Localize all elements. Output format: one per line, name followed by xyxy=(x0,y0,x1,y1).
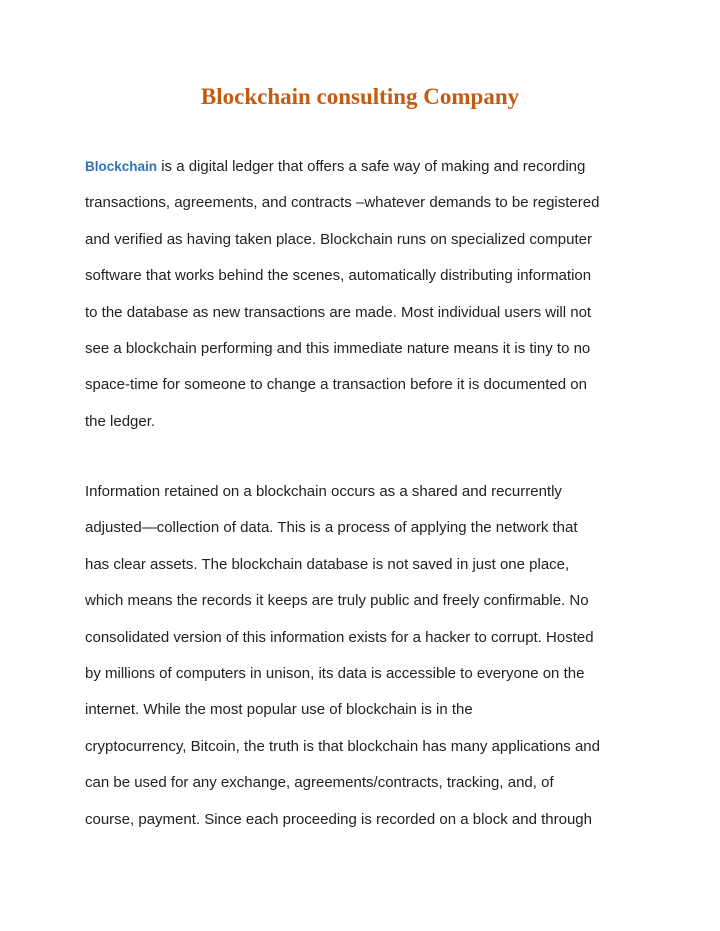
paragraph-1 xyxy=(85,149,645,440)
paragraph-line: software that works behind the scenes, automatically distributing information xyxy=(85,267,592,285)
paragraph-line: internet. While the most popular use of blockchain is in the xyxy=(85,701,473,719)
paragraph-line: and verified as having taken place. Blockchain runs on specialized computer xyxy=(85,230,592,248)
blockchain-link[interactable]: Blockchain xyxy=(85,159,158,174)
paragraph-2 xyxy=(85,474,645,838)
paragraph-line: space-time for someone to change a transaction before it is documented on xyxy=(85,376,587,394)
paragraph-line: course, payment. Since each proceeding is recorded on a block and through xyxy=(85,810,592,828)
page-title: Blockchain consulting Company xyxy=(200,84,520,109)
paragraph-line: has clear assets. The blockchain database is not saved in just one place, xyxy=(85,555,570,573)
paragraph-line: to the database as new transactions are made. Most individual users will not xyxy=(85,303,592,321)
paragraph-line xyxy=(85,149,645,185)
paragraph-line: can be used for any exchange, agreements/contracts, tracking, and, of xyxy=(85,774,554,792)
paragraph-line: cryptocurrency, Bitcoin, the truth is that blockchain has many applications and xyxy=(85,737,600,755)
paragraph-line: the ledger. xyxy=(85,412,156,430)
paragraph-line: which means the records it keeps are truly public and freely confirmable. No xyxy=(85,592,589,610)
paragraph-line: Information retained on a blockchain occurs as a shared and recurrently xyxy=(85,483,562,500)
paragraph-line: transactions, agreements, and contracts –whatever demands to be registered xyxy=(85,194,600,212)
paragraph-line: consolidated version of this information exists for a hacker to corrupt. Hosted xyxy=(85,628,594,646)
paragraph-line: adjusted—collection of data. This is a process of applying the network that xyxy=(85,519,578,537)
paragraph-line: see a blockchain performing and this immediate nature means it is tiny to no xyxy=(85,339,591,357)
paragraph-line-text: is a digital ledger that offers a safe way of making and recording xyxy=(157,158,586,175)
paragraph-line: by millions of computers in unison, its data is accessible to everyone on the xyxy=(85,664,585,682)
